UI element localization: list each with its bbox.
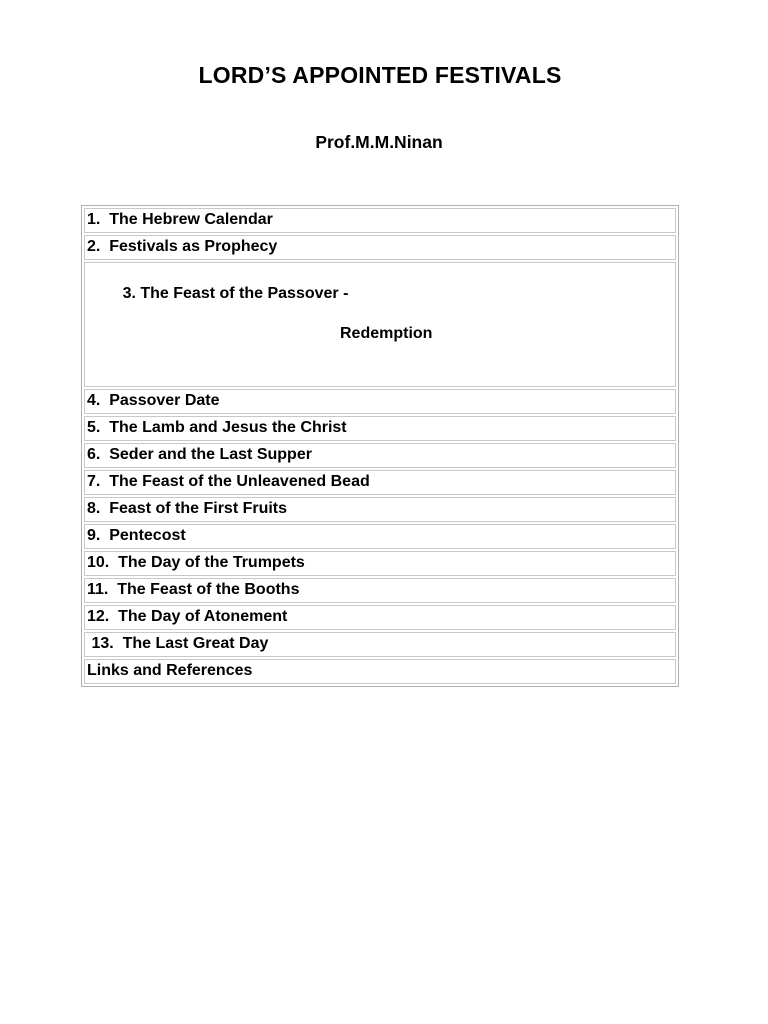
table-of-contents: [81, 205, 679, 687]
toc-row: [84, 416, 676, 441]
toc-item-links-references: Links and References: [84, 659, 676, 684]
toc-row: [84, 235, 676, 260]
toc-row: [84, 497, 676, 522]
toc-item-pentecost: 9. Pentecost: [84, 524, 676, 549]
toc-item-passover-date: 4. Passover Date: [84, 389, 676, 414]
toc-item-feast-of-passover: [84, 262, 676, 387]
toc-item-festivals-as-prophecy: 2. Festivals as Prophecy: [84, 235, 676, 260]
toc-item-lamb-and-jesus: 5. The Lamb and Jesus the Christ: [84, 416, 676, 441]
toc-row: [84, 605, 676, 630]
toc-row: [84, 262, 676, 387]
toc-item-label-continuation: Redemption: [340, 325, 433, 342]
toc-item-unleavened-bread: 7. The Feast of the Unleavened Bead: [84, 470, 676, 495]
toc-item-day-of-atonement: 12. The Day of Atonement: [84, 605, 676, 630]
document-title: LORD’S APPOINTED FESTIVALS: [198, 62, 562, 88]
toc-row: [84, 443, 676, 468]
toc-item-seder-last-supper: 6. Seder and the Last Supper: [84, 443, 676, 468]
toc-row: [84, 659, 676, 684]
toc-row: [84, 578, 676, 603]
document-author: Prof.M.M.Ninan: [315, 132, 443, 152]
toc-item-label: 3. The Feast of the Passover -: [122, 285, 349, 302]
toc-row: [84, 524, 676, 549]
toc-row: [84, 470, 676, 495]
toc-row: [84, 551, 676, 576]
toc-item-feast-of-booths: 11. The Feast of the Booths: [84, 578, 676, 603]
toc-row: [84, 632, 676, 657]
toc-item-day-of-trumpets: 10. The Day of the Trumpets: [84, 551, 676, 576]
toc-row: [84, 208, 676, 233]
toc-row: [84, 389, 676, 414]
toc-item-last-great-day: 13. The Last Great Day: [84, 632, 676, 657]
toc-item-first-fruits: 8. Feast of the First Fruits: [84, 497, 676, 522]
toc-item-hebrew-calendar: 1. The Hebrew Calendar: [84, 208, 676, 233]
